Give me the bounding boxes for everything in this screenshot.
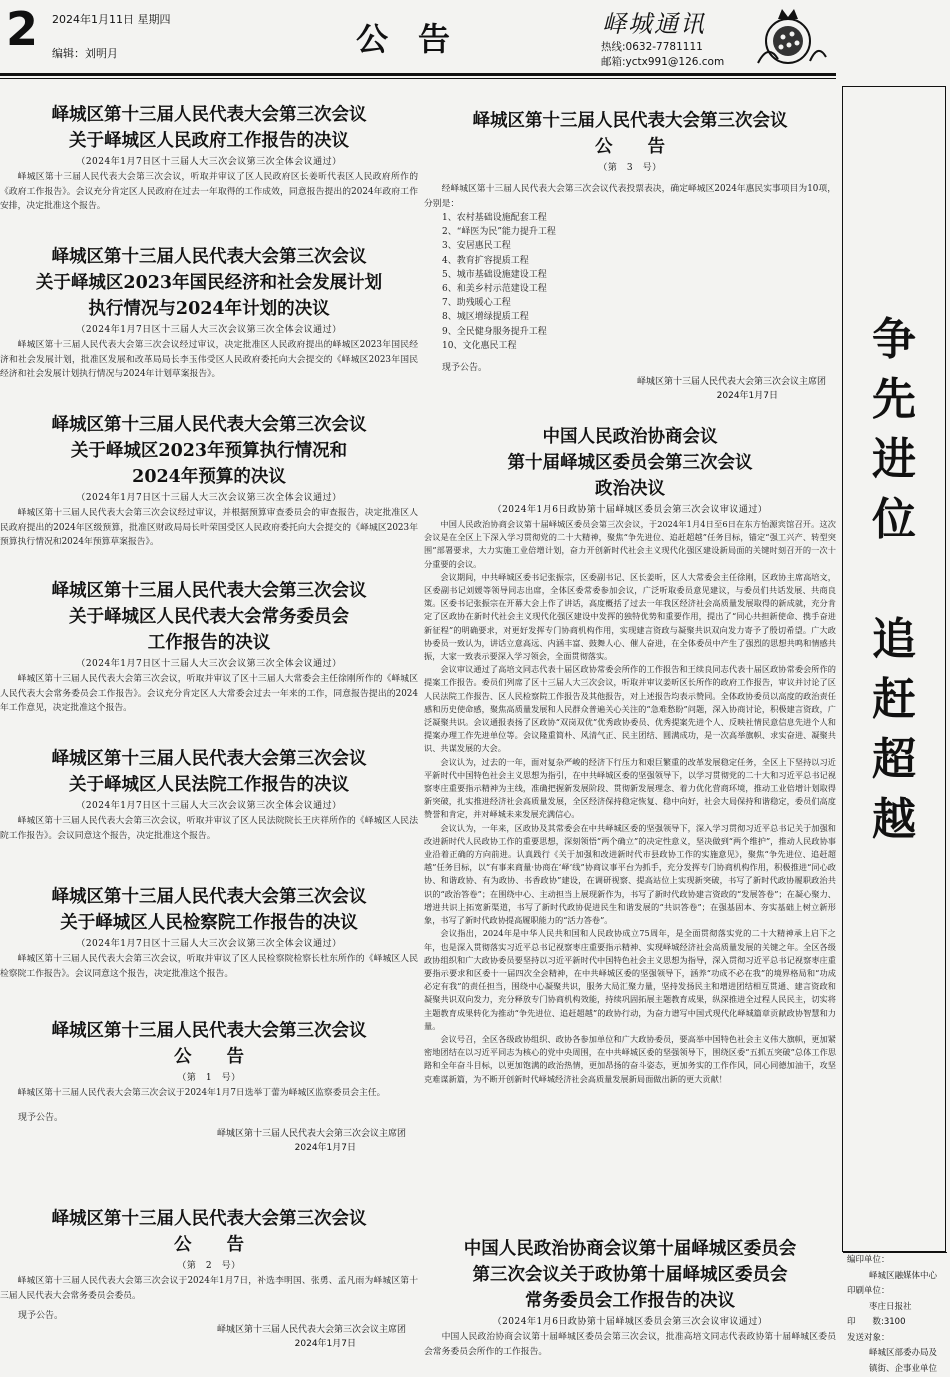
paragraph: 会议号召，全区各级政协组织、政协各参加单位和广大政协委员，要高举中国特色社会主义伟大旗帜，更加紧密地团结在以习近平同志为核心的党中央周围，在中共峄城区委的坚强领导下，围绕区委“五抓五突破”总体工作思路和全年奋斗目标，以更加饱满的政治热情，更加昂扬的奋斗姿态，更加务实的工作作风，同心同德加油干，攻坚克难谋新篇，为不断开创新时代峄城经济社会高质量发展新局面做出新的更大贡献！ [424, 1033, 836, 1086]
paragraph: 会议认为，过去的一年，面对复杂严峻的经济下行压力和艰巨繁重的改革发展稳定任务，全区上下坚持以习近平新时代中国特色社会主义思想为指引，在中共峄城区委的坚强领导下，以学习贯彻党的二十大和习近平总书记视察枣庄重要指示精神为主线，准确把握新发展阶段、贯彻新发展理念、着力优化营商环境，推动工业倍增计划取得新突破，扎实推进经济社会高质量发展，全区经济保持稳定恢复、稳中向好，社会大局保持和谐稳定，委员们高度赞誉和肯定，并对峄城未来发展充满信心。 [424, 756, 836, 822]
article-intro: 经峄城区第十三届人民代表大会第三次会议代表投票表决，确定峄城区2024年惠民实事项目为10项，分别是： [424, 182, 836, 211]
article-economic-plan [0, 244, 418, 394]
article-body: 峄城区第十三届人民代表大会第三次会议，听取并审议了区人民政府区长姜昕代表区人民政府所作的《政府工作报告》。会议充分肯定区人民政府在过去一年取得的工作成效，同意报告提出的2024年政府工作安排，决定批准这个报告。 [0, 170, 418, 214]
list-item: 8、城区增绿提质工程 [442, 310, 836, 324]
article-body: 峄城区第十三届人民代表大会第三次会议于2024年1月7日，补选李明国、张勇、孟凡雨为峄城区第十三届人民代表大会常务委员会委员。 [0, 1274, 418, 1303]
paragraph: 会议认为，一年来，区政协及其常委会在中共峄城区委的坚强领导下，深入学习贯彻习近平总书记关于加强和改进新时代人民政协工作的重要思想，深刻领悟“两个确立”的决定性意义，坚决做到“两个维护”，推动人民政协事业沿着正确的方向前进。认真践行《关于加强和改进新时代市县政协工作的实施意见》，聚焦“争先进位、追赶超越”任务目标，以“有事来商量·协商在‘峄’线”协商议事平台为抓手，充分发挥专门协商机构作用，积极推进“同心政协、和谐政协、有为政协、书香政协”建设，在调研视察、提高站位上实现新突破，书写了新时代政协履职政治共识的“政治答卷”；在围绕中心、主动担当上展现新作为，书写了新时代政协建言资政的“发展答卷”；在凝心聚力、增进共识上拓宽新渠道，书写了新时代政协促进民生和谐发展的“共识答卷”；在强基固本、夯实基础上树立新形象，书写了新时代政协提高履职能力的“活力答卷”。 [424, 822, 836, 928]
distribution-line1: 峄城区部委办局及 [847, 1346, 947, 1362]
article-subtitle: （2024年1月7日区十三届人大三次会议第三次全体会议通过） [0, 490, 418, 506]
notice-signature: 峄城区第十三届人民代表大会第三次会议主席团 [0, 1323, 418, 1337]
notice-date: 2024年1月7日 [424, 389, 836, 403]
article-body: 峄城区第十三届人民代表大会第三次会议经过审议，并根据预算审查委员会的审查报告，决定批准区人民政府提出的2024年区级预算，批准区财政局局长叶荣国受区人民政府委托向大会提交的《峄城区2023年预算执行情况和2024年预算草案报告》。 [0, 506, 418, 550]
article-subtitle: （第 3 号） [424, 160, 836, 176]
article-title: 峄城区第十三届人民代表大会第三次会议 公 告 [0, 1018, 418, 1070]
article-body: 峄城区第十三届人民代表大会第三次会议经过审议，决定批准区人民政府提出的峄城区2023年国民经济和社会发展计划，批准区发展和改革局局长李玉伟受区人民政府委托向大会提交的《峄城区2023年国民经济和社会发展计划执行情况与2024年计划草案报告》。 [0, 338, 418, 382]
section-title: 公告 [356, 14, 480, 60]
article-title: 中国人民政治协商会议第十届峄城区委员会 第三次会议关于政协第十届峄城区委员会 常务委员会工作报告的决议 [424, 1236, 836, 1314]
article-subtitle: （2024年1月7日区十三届人大三次会议第三次全体会议通过） [0, 936, 418, 952]
article-title: 峄城区第十三届人民代表大会第三次会议 关于峄城区人民政府工作报告的决议 [0, 102, 418, 154]
article-body: 峄城区第十三届人民代表大会第三次会议，听取并审议了区人民检察院检察长杜东所作的《峄城区人民检察院工作报告》。会议同意这个报告，决定批准这个报告。 [0, 952, 418, 981]
publisher: 峄城区融媒体中心 [847, 1269, 947, 1285]
distribution-label: 发送对象： [847, 1331, 947, 1347]
article-subtitle: （2024年1月7日区十三届人大三次会议第三次全体会议通过） [0, 656, 418, 672]
paragraph: 会议指出，2024年是中华人民共和国和人民政协成立75周年，是全面贯彻落实党的二十大精神承上启下之年，也是深入贯彻落实习近平总书记视察枣庄重要指示精神、实现峄城经济社会高质量发展的关键之年。全区各级政协组织和广大政协委员要坚持以习近平新时代中国特色社会主义思想为指导，深入贯彻习近平总书记视察枣庄重要指示要求和区委十一届四次全会精神，在中共峄城区委的坚强领导下，涵养“功成不必在我”的境界格局和“功成必定有我”的责任担当，围绕中心凝聚共识，服务大局汇聚力量，坚持发扬民主和增进团结相互贯通、建言资政和凝聚共识双向发力，充分释放专门协商机构效能，持续巩固拓展主题教育成果，纵深推进全过程人民民主，切实将主题教育成果转化为推动“争先进位、追赶超越”的政协行动，为奋力谱写中国式现代化峄城篇章贡献政协智慧和力量。 [424, 927, 836, 1033]
list-item: 5、城市基础设施建设工程 [442, 268, 836, 282]
list-item: 4、教育扩容提质工程 [442, 254, 836, 268]
printer: 枣庄日报社 [847, 1300, 947, 1316]
article-title: 峄城区第十三届人民代表大会第三次会议 关于峄城区2023年国民经济和社会发展计划 执行情况与2024年计划的决议 [0, 244, 418, 322]
article-body: 峄城区第十三届人民代表大会第三次会议，听取并审议了区人民法院院长王庆祥所作的《峄城区人民法院工作报告》。会议同意这个报告，决定批准这个报告。 [0, 814, 418, 843]
publisher-label: 编印单位： [847, 1253, 947, 1269]
hotline: 热线:0632-7781111 [601, 40, 724, 55]
article-title: 中国人民政治协商会议 第十届峄城区委员会第三次会议 政治决议 [424, 424, 836, 502]
project-list [424, 211, 836, 353]
article-title: 峄城区第十三届人民代表大会第三次会议 公 告 [424, 108, 836, 160]
print-run: 印 数:3100 [847, 1315, 947, 1331]
article-body: 中国人民政治协商会议第十届峄城区委员会第三次会议，批准高培文同志代表政协第十届峄城区委员会常务委员会所作的工作报告。 [424, 1330, 836, 1359]
notice-signature: 峄城区第十三届人民代表大会第三次会议主席团 [424, 375, 836, 389]
article-subtitle: （2024年1月6日政协第十届峄城区委员会第三次会议审议通过） [424, 1314, 836, 1330]
brand-masthead: 峄城通讯 [602, 4, 706, 39]
distribution-line2: 镇街、企事业单位 [847, 1362, 947, 1377]
notice-closing: 现予公告。 [424, 361, 836, 375]
pomegranate-logo-icon [748, 3, 830, 75]
page-number: 2 [6, 2, 38, 56]
cppcc-political-resolution [424, 424, 836, 1224]
article-subtitle: （2024年1月7日区十三届人大三次会议第三次全体会议通过） [0, 154, 418, 170]
article-court [0, 746, 418, 866]
notice-1 [0, 1018, 418, 1188]
list-item: 1、农村基础设施配套工程 [442, 211, 836, 225]
contact-info [601, 40, 724, 70]
paragraph: 会议期间，中共峄城区委书记张振宗，区委副书记、区长姜昕，区人大常委会主任徐刚，区政协主席高培文，区委副书记刘媛等领导同志出席，全体区委常委参加会议，广泛听取委员意见建议，与委员们共话发展、共商良策。区委书记张振宗在开幕大会上作了讲话，高度概括了过去一年我区经济社会高质量发展取得的新成就，充分肯定了区政协在新时代社会主义现代化强区建设中发挥的独特优势和重要作用，提出了“同心共担新使命、携手奋进新征程”的明确要求，对更好发挥专门协商机构作用，实现建言资政与凝聚共识双向发力寄予了殷切希望。广大政协委员一致认为，讲话立意高远、内涵丰富、鼓舞人心、催人奋进，在全体委员中产生了强烈的思想共鸣和情感共振，大家一致表示要深入学习领会，全面贯彻落实。 [424, 571, 836, 663]
list-item: 7、助残暖心工程 [442, 296, 836, 310]
printer-label: 印刷单位： [847, 1284, 947, 1300]
list-item: 10、文化惠民工程 [442, 339, 836, 353]
header-rule-thick [0, 73, 836, 76]
left-column [0, 102, 418, 1351]
notice-date: 2024年1月7日 [0, 1337, 418, 1351]
notice-3 [424, 108, 836, 408]
notice-signature: 峄城区第十三届人民代表大会第三次会议主席团 [0, 1127, 418, 1141]
article-procuratorate [0, 884, 418, 1002]
cppcc-standing-report [424, 1236, 836, 1359]
notice-2 [0, 1206, 418, 1351]
list-item: 3、安居惠民工程 [442, 239, 836, 253]
article-body: 峄城区第十三届人民代表大会第三次会议于2024年1月7日选举丁蕾为峄城区监察委员会主任。 [0, 1086, 418, 1101]
colophon [843, 1252, 947, 1377]
list-item: 9、全民健身服务提升工程 [442, 325, 836, 339]
right-column [424, 108, 836, 1359]
notice-closing: 现予公告。 [0, 1111, 418, 1125]
slogan-vertical: 争 先 进 位 追 赶 超 越 [842, 310, 946, 850]
article-subtitle: （第 2 号） [0, 1258, 418, 1274]
notice-date: 2024年1月7日 [0, 1141, 418, 1155]
editor: 编辑：刘明月 [52, 45, 118, 61]
notice-closing: 现予公告。 [0, 1309, 418, 1323]
article-body: 峄城区第十三届人民代表大会第三次会议，听取并审议了区十三届人大常委会主任徐刚所作的《峄城区人民代表大会常务委员会工作报告》。会议充分肯定区人大常委会过去一年来的工作，同意报告提出的2024年工作意见，决定批准这个报告。 [0, 672, 418, 716]
article-title: 峄城区第十三届人民代表大会第三次会议 关于峄城区人民代表大会常务委员会 工作报告的决议 [0, 578, 418, 656]
issue-date: 2024年1月11日 星期四 [52, 11, 171, 27]
paragraph: 会议审议通过了高培文同志代表十届区政协常委会所作的工作报告和王续良同志代表十届区政协常委会所作的提案工作报告。委员们列席了区十三届人大三次会议，听取并审议姜昕区长所作的政府工作报告，审议并讨论了区人民法院工作报告、区人民检察院工作报告及其他报告，对上述报告均表示赞同。全体政协委员以高度的政治责任感和历史使命感，聚焦高质量发展和人民群众普遍关心关注的“急难愁盼”问题，深入协商讨论，积极建言资政，广泛凝聚共识。会议通报表扬了区政协“双岗双优”优秀政协委员、优秀提案先进个人、反映社情民意信息先进个人和提案办理工作先进单位等。会议隆重简朴、风清气正、民主团结、圆满成功，是一次高举旗帜、求实奋进、凝聚共识、共谋发展的大会。 [424, 663, 836, 755]
list-item: 2、“峄医为民”能力提升工程 [442, 225, 836, 239]
list-item: 6、和美乡村示范建设工程 [442, 282, 836, 296]
article-subtitle: （2024年1月7日区十三届人大三次会议第三次全体会议通过） [0, 798, 418, 814]
article-npc-standing [0, 578, 418, 718]
article-title: 峄城区第十三届人民代表大会第三次会议 关于峄城区人民检察院工作报告的决议 [0, 884, 418, 936]
paragraph: 中国人民政治协商会议第十届峄城区委员会第三次会议，于2024年1月4日至6日在东方怡源宾馆召开。这次会议是在全区上下深入学习贯彻党的二十大精神，聚焦“争先进位、追赶超越”任务目标，锚定“强工兴产、转型突围”部署要求，大力实施工业倍增计划，奋力开创新时代社会主义现代化强区建设新局面的关键时刻召开的一次十分重要的会议。 [424, 518, 836, 571]
email[interactable]: 邮箱:yctx991@126.com [601, 55, 724, 70]
article-subtitle: （第 1 号） [0, 1070, 418, 1086]
article-body [424, 518, 836, 1086]
article-title: 峄城区第十三届人民代表大会第三次会议 公 告 [0, 1206, 418, 1258]
article-title: 峄城区第十三届人民代表大会第三次会议 关于峄城区2023年预算执行情况和 2024年预算的决议 [0, 412, 418, 490]
article-gov-report [0, 102, 418, 226]
article-title: 峄城区第十三届人民代表大会第三次会议 关于峄城区人民法院工作报告的决议 [0, 746, 418, 798]
article-subtitle: （2024年1月6日政协第十届峄城区委员会第三次会议审议通过） [424, 502, 836, 518]
article-budget [0, 412, 418, 562]
header-rule-thin [0, 78, 836, 79]
article-subtitle: （2024年1月7日区十三届人大三次会议第三次全体会议通过） [0, 322, 418, 338]
